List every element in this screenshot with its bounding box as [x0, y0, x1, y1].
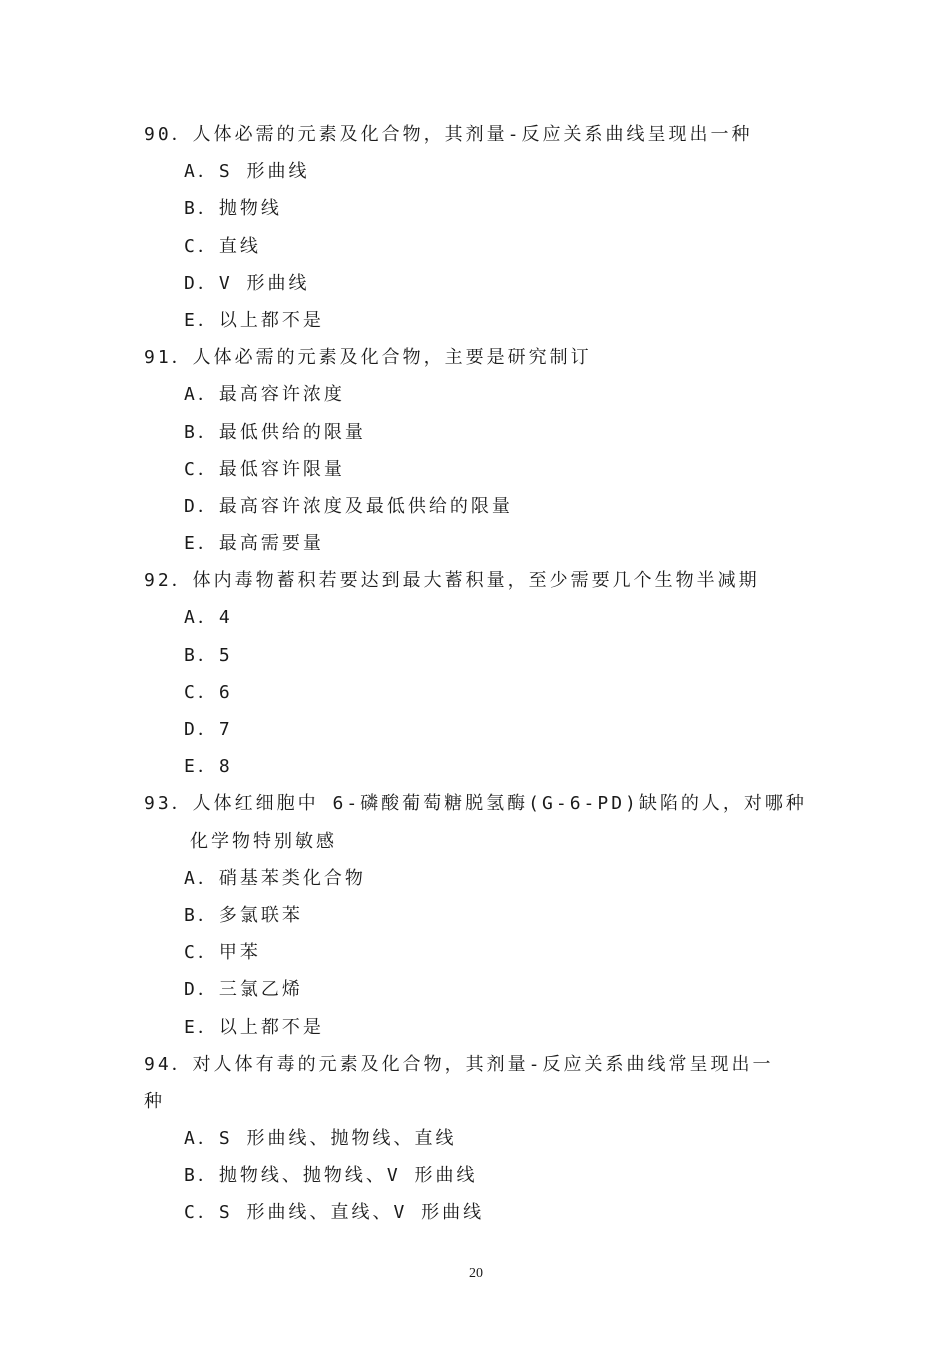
question-stem: 92．体内毒物蓄积若要达到最大蓄积量，至少需要几个生物半减期 — [144, 570, 760, 592]
answer-option: E．最高需要量 — [184, 533, 324, 555]
answer-option: B．多氯联苯 — [184, 904, 303, 926]
answer-option: E．以上都不是 — [184, 1016, 324, 1038]
answer-option: D．V 形曲线 — [184, 272, 310, 294]
answer-option: D．最高容许浓度及最低供给的限量 — [184, 495, 513, 517]
answer-option: E．以上都不是 — [184, 309, 324, 331]
answer-option: C．S 形曲线、直线、V 形曲线 — [184, 1202, 485, 1224]
answer-option: B．抛物线 — [184, 198, 282, 220]
answer-option: B．最低供给的限量 — [184, 421, 366, 443]
question-stem: 93．人体红细胞中 6-磷酸葡萄糖脱氢酶(G-6-PD)缺陷的人，对哪种 — [144, 793, 807, 815]
question-list — [144, 116, 810, 1232]
answer-option: A．S 形曲线、抛物线、直线 — [184, 1128, 457, 1150]
answer-option: A．最高容许浓度 — [184, 384, 345, 406]
answer-option: C．直线 — [184, 235, 261, 257]
question-stem-continuation: 化学物特别敏感 — [190, 830, 337, 852]
answer-option: B．5 — [184, 644, 233, 666]
answer-option: C．甲苯 — [184, 942, 261, 964]
answer-option: E．8 — [184, 756, 233, 778]
question-stem: 91．人体必需的元素及化合物，主要是研究制订 — [144, 347, 592, 369]
answer-option: D．7 — [184, 719, 233, 740]
answer-option: B．抛物线、抛物线、V 形曲线 — [184, 1165, 478, 1187]
question-stem: 90．人体必需的元素及化合物，其剂量-反应关系曲线呈现出一种 — [144, 124, 753, 145]
question-stem-continuation: 种 — [144, 1090, 165, 1112]
answer-option: A．硝基苯类化合物 — [184, 867, 366, 889]
page-number: 20 — [469, 1266, 483, 1281]
question-stem: 94．对人体有毒的元素及化合物，其剂量-反应关系曲线常呈现出一 — [144, 1053, 774, 1075]
answer-option: C．6 — [184, 681, 233, 703]
answer-option: D．三氯乙烯 — [184, 979, 303, 1001]
answer-option: A．4 — [184, 607, 233, 629]
answer-option: A．S 形曲线 — [184, 161, 310, 183]
answer-option: C．最低容许限量 — [184, 458, 345, 480]
